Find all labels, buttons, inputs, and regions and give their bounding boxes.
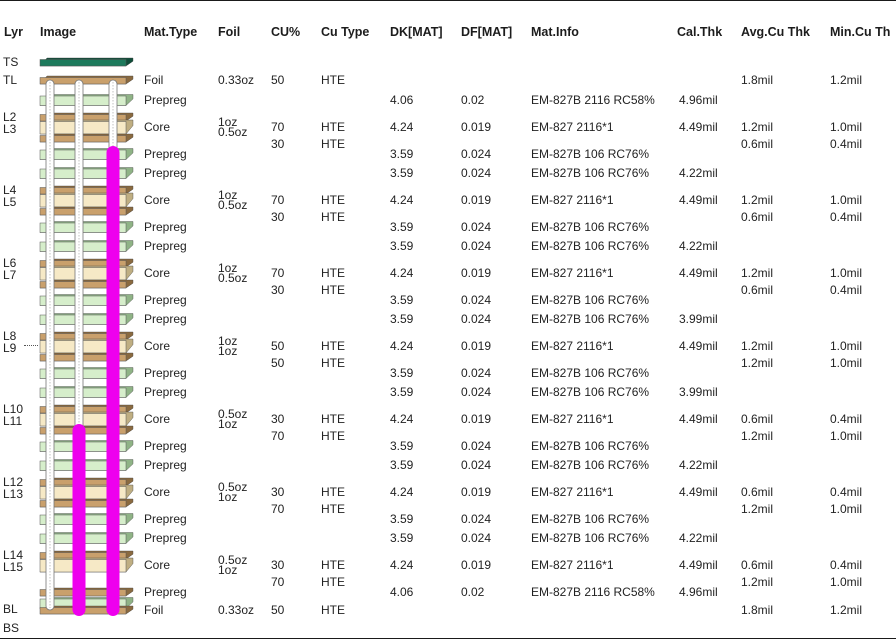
cu-pct-bottom-cell: 30 <box>271 210 285 224</box>
cu-pct-cell: 30 <box>271 558 285 572</box>
layer-label-l11: L11 <box>3 414 23 428</box>
mat-type-cell: Core <box>144 485 171 499</box>
min-cu-thk-bottom-cell: 0.4mil <box>830 283 863 297</box>
foil-top-cell: 0.5oz <box>218 553 248 567</box>
df-cell: 0.024 <box>461 531 492 545</box>
mat-info-cell: EM-827B 106 RC76% <box>531 385 650 399</box>
foil-bottom-cell: 1oz <box>218 563 238 577</box>
mat-type-cell: Foil <box>144 603 164 617</box>
cu-type-cell: HTE <box>321 558 345 572</box>
avg-cu-thk-cell: 1.2mil <box>741 339 774 353</box>
foil-bottom-cell: 1oz <box>218 417 238 431</box>
cu-type-cell: HTE <box>321 603 345 617</box>
cu-pct-bottom-cell: 50 <box>271 356 285 370</box>
mat-info-cell: EM-827B 106 RC76% <box>531 293 650 307</box>
cal-thk-cell: 3.99mil <box>679 385 718 399</box>
df-cell: 0.019 <box>461 120 492 134</box>
mat-type-cell: Prepreg <box>144 293 187 307</box>
mat-type-cell: Core <box>144 558 171 572</box>
header-image[interactable]: Image <box>40 25 77 39</box>
min-cu-thk-bottom-cell: 1.0mil <box>830 429 863 443</box>
mat-info-cell: EM-827 2116*1 <box>531 339 614 353</box>
foil-bottom-cell: 0.5oz <box>218 198 248 212</box>
avg-cu-thk-cell: 1.2mil <box>741 266 774 280</box>
dk-cell: 3.59 <box>390 220 414 234</box>
cu-pct-bottom-cell: 70 <box>271 575 285 589</box>
layer-label-l4: L4 <box>3 183 17 197</box>
mat-info-cell: EM-827B 106 RC76% <box>531 439 650 453</box>
cal-thk-cell: 4.22mil <box>679 458 718 472</box>
mat-type-cell: Core <box>144 412 171 426</box>
blind-via-l3-to-bl <box>107 146 120 616</box>
avg-cu-thk-cell: 0.6mil <box>741 485 774 499</box>
df-cell: 0.02 <box>461 585 485 599</box>
cu-type-cell: HTE <box>321 266 345 280</box>
df-cell: 0.019 <box>461 193 492 207</box>
mat-type-cell: Prepreg <box>144 239 187 253</box>
dk-cell: 4.24 <box>390 120 414 134</box>
mat-type-cell: Prepreg <box>144 147 187 161</box>
foil-bottom-cell: 0.5oz <box>218 271 248 285</box>
mat-info-cell: EM-827 2116*1 <box>531 558 614 572</box>
min-cu-thk-cell: 0.4mil <box>830 558 863 572</box>
min-cu-thk-cell: 1.2mil <box>830 603 863 617</box>
layer-label-l5: L5 <box>3 195 17 209</box>
dk-cell: 4.06 <box>390 585 414 599</box>
layer-label-ts: TS <box>3 55 19 69</box>
cal-thk-cell: 3.99mil <box>679 312 718 326</box>
mat-info-cell: EM-827 2116*1 <box>531 412 614 426</box>
cu-pct-bottom-cell: 30 <box>271 283 285 297</box>
mat-info-cell: EM-827B 106 RC76% <box>531 366 650 380</box>
mat-type-cell: Prepreg <box>144 312 187 326</box>
cal-thk-cell: 4.22mil <box>679 239 718 253</box>
mat-type-cell: Prepreg <box>144 93 187 107</box>
dk-cell: 4.24 <box>390 412 414 426</box>
mat-info-cell: EM-827B 106 RC76% <box>531 531 650 545</box>
cal-thk-cell: 4.22mil <box>679 166 718 180</box>
avg-cu-thk-bottom-cell: 0.6mil <box>741 137 774 151</box>
mat-info-cell: EM-827B 2116 RC58% <box>531 585 655 599</box>
cu-pct-cell: 30 <box>271 412 285 426</box>
stackup-image <box>0 0 140 620</box>
min-cu-thk-cell: 1.0mil <box>830 266 863 280</box>
df-cell: 0.019 <box>461 558 492 572</box>
dk-cell: 3.59 <box>390 147 414 161</box>
layer-label-tl: TL <box>3 73 18 87</box>
avg-cu-thk-bottom-cell: 0.6mil <box>741 283 774 297</box>
dk-cell: 3.59 <box>390 166 414 180</box>
cu-pct-cell: 50 <box>271 339 285 353</box>
min-cu-thk-bottom-cell: 0.4mil <box>830 210 863 224</box>
dk-cell: 3.59 <box>390 293 414 307</box>
df-cell: 0.024 <box>461 512 492 526</box>
df-cell: 0.024 <box>461 312 492 326</box>
header-cu-pct[interactable]: CU% <box>271 25 301 39</box>
df-cell: 0.024 <box>461 239 492 253</box>
cu-pct-cell: 70 <box>271 193 285 207</box>
df-cell: 0.019 <box>461 339 492 353</box>
mat-info-cell: EM-827B 106 RC76% <box>531 239 650 253</box>
cu-type-cell: HTE <box>321 412 345 426</box>
cu-pct-cell: 70 <box>271 120 285 134</box>
mat-type-cell: Prepreg <box>144 166 187 180</box>
cu-type-bottom-cell: HTE <box>321 356 345 370</box>
foil-bottom-cell: 1oz <box>218 490 238 504</box>
mat-info-cell: EM-827B 106 RC76% <box>531 312 650 326</box>
cu-pct-bottom-cell: 30 <box>271 137 285 151</box>
cal-thk-cell: 4.49mil <box>679 485 718 499</box>
min-cu-thk-cell: 0.4mil <box>830 412 863 426</box>
mat-info-cell: EM-827 2116*1 <box>531 120 614 134</box>
layer-label-l6: L6 <box>3 256 17 270</box>
layer-label-l3: L3 <box>3 122 17 136</box>
mat-type-cell: Foil <box>144 73 164 87</box>
dk-cell: 4.24 <box>390 266 414 280</box>
foil-bottom-cell: 0.5oz <box>218 125 248 139</box>
layer-label-l12: L12 <box>3 475 24 489</box>
cal-thk-cell: 4.49mil <box>679 558 718 572</box>
layer-label-l10: L10 <box>3 402 24 416</box>
cu-type-cell: HTE <box>321 120 345 134</box>
mat-type-cell: Prepreg <box>144 439 187 453</box>
mat-info-cell: EM-827B 106 RC76% <box>531 147 650 161</box>
mat-type-cell: Prepreg <box>144 512 187 526</box>
header-cal-thk[interactable]: Cal.Thk <box>677 25 723 39</box>
header-avg-cu-thk[interactable]: Avg.Cu Thk <box>741 25 810 39</box>
mat-type-cell: Prepreg <box>144 385 187 399</box>
min-cu-thk-bottom-cell: 1.0mil <box>830 356 863 370</box>
cu-type-bottom-cell: HTE <box>321 575 345 589</box>
min-cu-thk-cell: 1.0mil <box>830 193 863 207</box>
cu-type-cell: HTE <box>321 339 345 353</box>
foil-top-cell: 0.5oz <box>218 407 248 421</box>
layer-label-l9: L9 <box>3 341 17 355</box>
dk-cell: 3.59 <box>390 366 414 380</box>
cu-type-cell: HTE <box>321 193 345 207</box>
min-cu-thk-cell: 1.0mil <box>830 120 863 134</box>
avg-cu-thk-bottom-cell: 1.2mil <box>741 575 774 589</box>
mat-info-cell: EM-827B 106 RC76% <box>531 512 650 526</box>
mat-type-cell: Prepreg <box>144 220 187 234</box>
layer-label-l14: L14 <box>3 548 24 562</box>
cu-pct-bottom-cell: 70 <box>271 429 285 443</box>
dk-cell: 4.06 <box>390 93 414 107</box>
layer-label-bl: BL <box>3 602 18 616</box>
df-cell: 0.024 <box>461 385 492 399</box>
avg-cu-thk-cell: 1.2mil <box>741 193 774 207</box>
dk-cell: 3.59 <box>390 439 414 453</box>
df-cell: 0.019 <box>461 485 492 499</box>
header-dk[interactable]: DK[MAT] <box>390 25 443 39</box>
mat-type-cell: Core <box>144 193 171 207</box>
cal-thk-cell: 4.96mil <box>679 93 718 107</box>
df-cell: 0.024 <box>461 166 492 180</box>
header-min-cu-thk[interactable]: Min.Cu Th <box>830 25 891 39</box>
top-solder-mask <box>40 58 133 66</box>
cu-type-bottom-cell: HTE <box>321 210 345 224</box>
foil-cell: 0.33oz <box>218 73 255 87</box>
mat-info-cell: EM-827B 106 RC76% <box>531 220 650 234</box>
avg-cu-thk-bottom-cell: 1.2mil <box>741 356 774 370</box>
layer-label-l2: L2 <box>3 110 17 124</box>
mat-type-cell: Core <box>144 339 171 353</box>
layer-label-l8: L8 <box>3 329 17 343</box>
df-cell: 0.02 <box>461 93 485 107</box>
dk-cell: 4.24 <box>390 558 414 572</box>
min-cu-thk-cell: 1.2mil <box>830 73 863 87</box>
cu-pct-cell: 30 <box>271 485 285 499</box>
foil-top-cell: 1oz <box>218 188 238 202</box>
df-cell: 0.019 <box>461 266 492 280</box>
cu-type-cell: HTE <box>321 73 345 87</box>
mat-type-cell: Prepreg <box>144 531 187 545</box>
dk-cell: 3.59 <box>390 312 414 326</box>
cu-type-bottom-cell: HTE <box>321 502 345 516</box>
df-cell: 0.024 <box>461 366 492 380</box>
mat-type-cell: Prepreg <box>144 366 187 380</box>
cu-type-bottom-cell: HTE <box>321 283 345 297</box>
mat-type-cell: Prepreg <box>144 458 187 472</box>
cal-thk-cell: 4.49mil <box>679 266 718 280</box>
layer-label-l15: L15 <box>3 560 24 574</box>
avg-cu-thk-bottom-cell: 1.2mil <box>741 502 774 516</box>
foil-top-cell: 1oz <box>218 261 238 275</box>
cal-thk-cell: 4.49mil <box>679 339 718 353</box>
foil-top-cell: 0.5oz <box>218 480 248 494</box>
bottom-border <box>0 638 896 639</box>
min-cu-thk-bottom-cell: 1.0mil <box>830 575 863 589</box>
layer-label-l13: L13 <box>3 487 24 501</box>
cal-thk-cell: 4.49mil <box>679 120 718 134</box>
header-mat-type[interactable]: Mat.Type <box>144 25 198 39</box>
min-cu-thk-bottom-cell: 1.0mil <box>830 502 863 516</box>
avg-cu-thk-cell: 0.6mil <box>741 558 774 572</box>
cu-pct-cell: 50 <box>271 73 285 87</box>
header-mat-info[interactable]: Mat.Info <box>531 25 579 39</box>
cu-type-cell: HTE <box>321 485 345 499</box>
mat-info-cell: EM-827B 2116 RC58% <box>531 93 655 107</box>
cu-pct-cell: 50 <box>271 603 285 617</box>
layer-label-l7: L7 <box>3 268 17 282</box>
mat-info-cell: EM-827 2116*1 <box>531 193 614 207</box>
header-cu-type[interactable]: Cu Type <box>321 25 370 39</box>
mat-type-cell: Prepreg <box>144 585 187 599</box>
avg-cu-thk-bottom-cell: 1.2mil <box>741 429 774 443</box>
cal-thk-cell: 4.49mil <box>679 193 718 207</box>
avg-cu-thk-cell: 1.8mil <box>741 603 774 617</box>
cal-thk-cell: 4.49mil <box>679 412 718 426</box>
foil-cell: 0.33oz <box>218 603 255 617</box>
avg-cu-thk-cell: 1.2mil <box>741 120 774 134</box>
dk-cell: 3.59 <box>390 385 414 399</box>
dk-cell: 4.24 <box>390 193 414 207</box>
df-cell: 0.024 <box>461 458 492 472</box>
cu-type-bottom-cell: HTE <box>321 429 345 443</box>
mat-info-cell: EM-827B 106 RC76% <box>531 458 650 472</box>
df-cell: 0.024 <box>461 293 492 307</box>
blind-via-l11-to-bl <box>73 424 86 616</box>
dk-cell: 3.59 <box>390 458 414 472</box>
min-cu-thk-bottom-cell: 0.4mil <box>830 137 863 151</box>
avg-cu-thk-bottom-cell: 0.6mil <box>741 210 774 224</box>
mat-info-cell: EM-827B 106 RC76% <box>531 166 650 180</box>
layer-label-bs: BS <box>3 621 20 635</box>
cu-pct-cell: 70 <box>271 266 285 280</box>
cu-pct-bottom-cell: 70 <box>271 502 285 516</box>
dk-cell: 3.59 <box>390 239 414 253</box>
df-cell: 0.019 <box>461 412 492 426</box>
header-df[interactable]: DF[MAT] <box>461 25 513 39</box>
min-cu-thk-cell: 0.4mil <box>830 485 863 499</box>
mat-info-cell: EM-827 2116*1 <box>531 266 614 280</box>
dk-cell: 3.59 <box>390 512 414 526</box>
header-foil[interactable]: Foil <box>218 25 241 39</box>
foil-bottom-cell: 1oz <box>218 344 238 358</box>
foil-top-cell: 1oz <box>218 334 238 348</box>
foil-top-cell: 1oz <box>218 115 238 129</box>
dk-cell: 4.24 <box>390 485 414 499</box>
avg-cu-thk-cell: 1.8mil <box>741 73 774 87</box>
mat-type-cell: Core <box>144 266 171 280</box>
cal-thk-cell: 4.96mil <box>679 585 718 599</box>
avg-cu-thk-cell: 0.6mil <box>741 412 774 426</box>
mat-type-cell: Core <box>144 120 171 134</box>
cu-type-bottom-cell: HTE <box>321 137 345 151</box>
mat-info-cell: EM-827 2116*1 <box>531 485 614 499</box>
cal-thk-cell: 4.22mil <box>679 531 718 545</box>
header-lyr[interactable]: Lyr <box>4 25 23 39</box>
min-cu-thk-cell: 1.0mil <box>830 339 863 353</box>
dk-cell: 3.59 <box>390 531 414 545</box>
df-cell: 0.024 <box>461 220 492 234</box>
df-cell: 0.024 <box>461 147 492 161</box>
df-cell: 0.024 <box>461 439 492 453</box>
dk-cell: 4.24 <box>390 339 414 353</box>
